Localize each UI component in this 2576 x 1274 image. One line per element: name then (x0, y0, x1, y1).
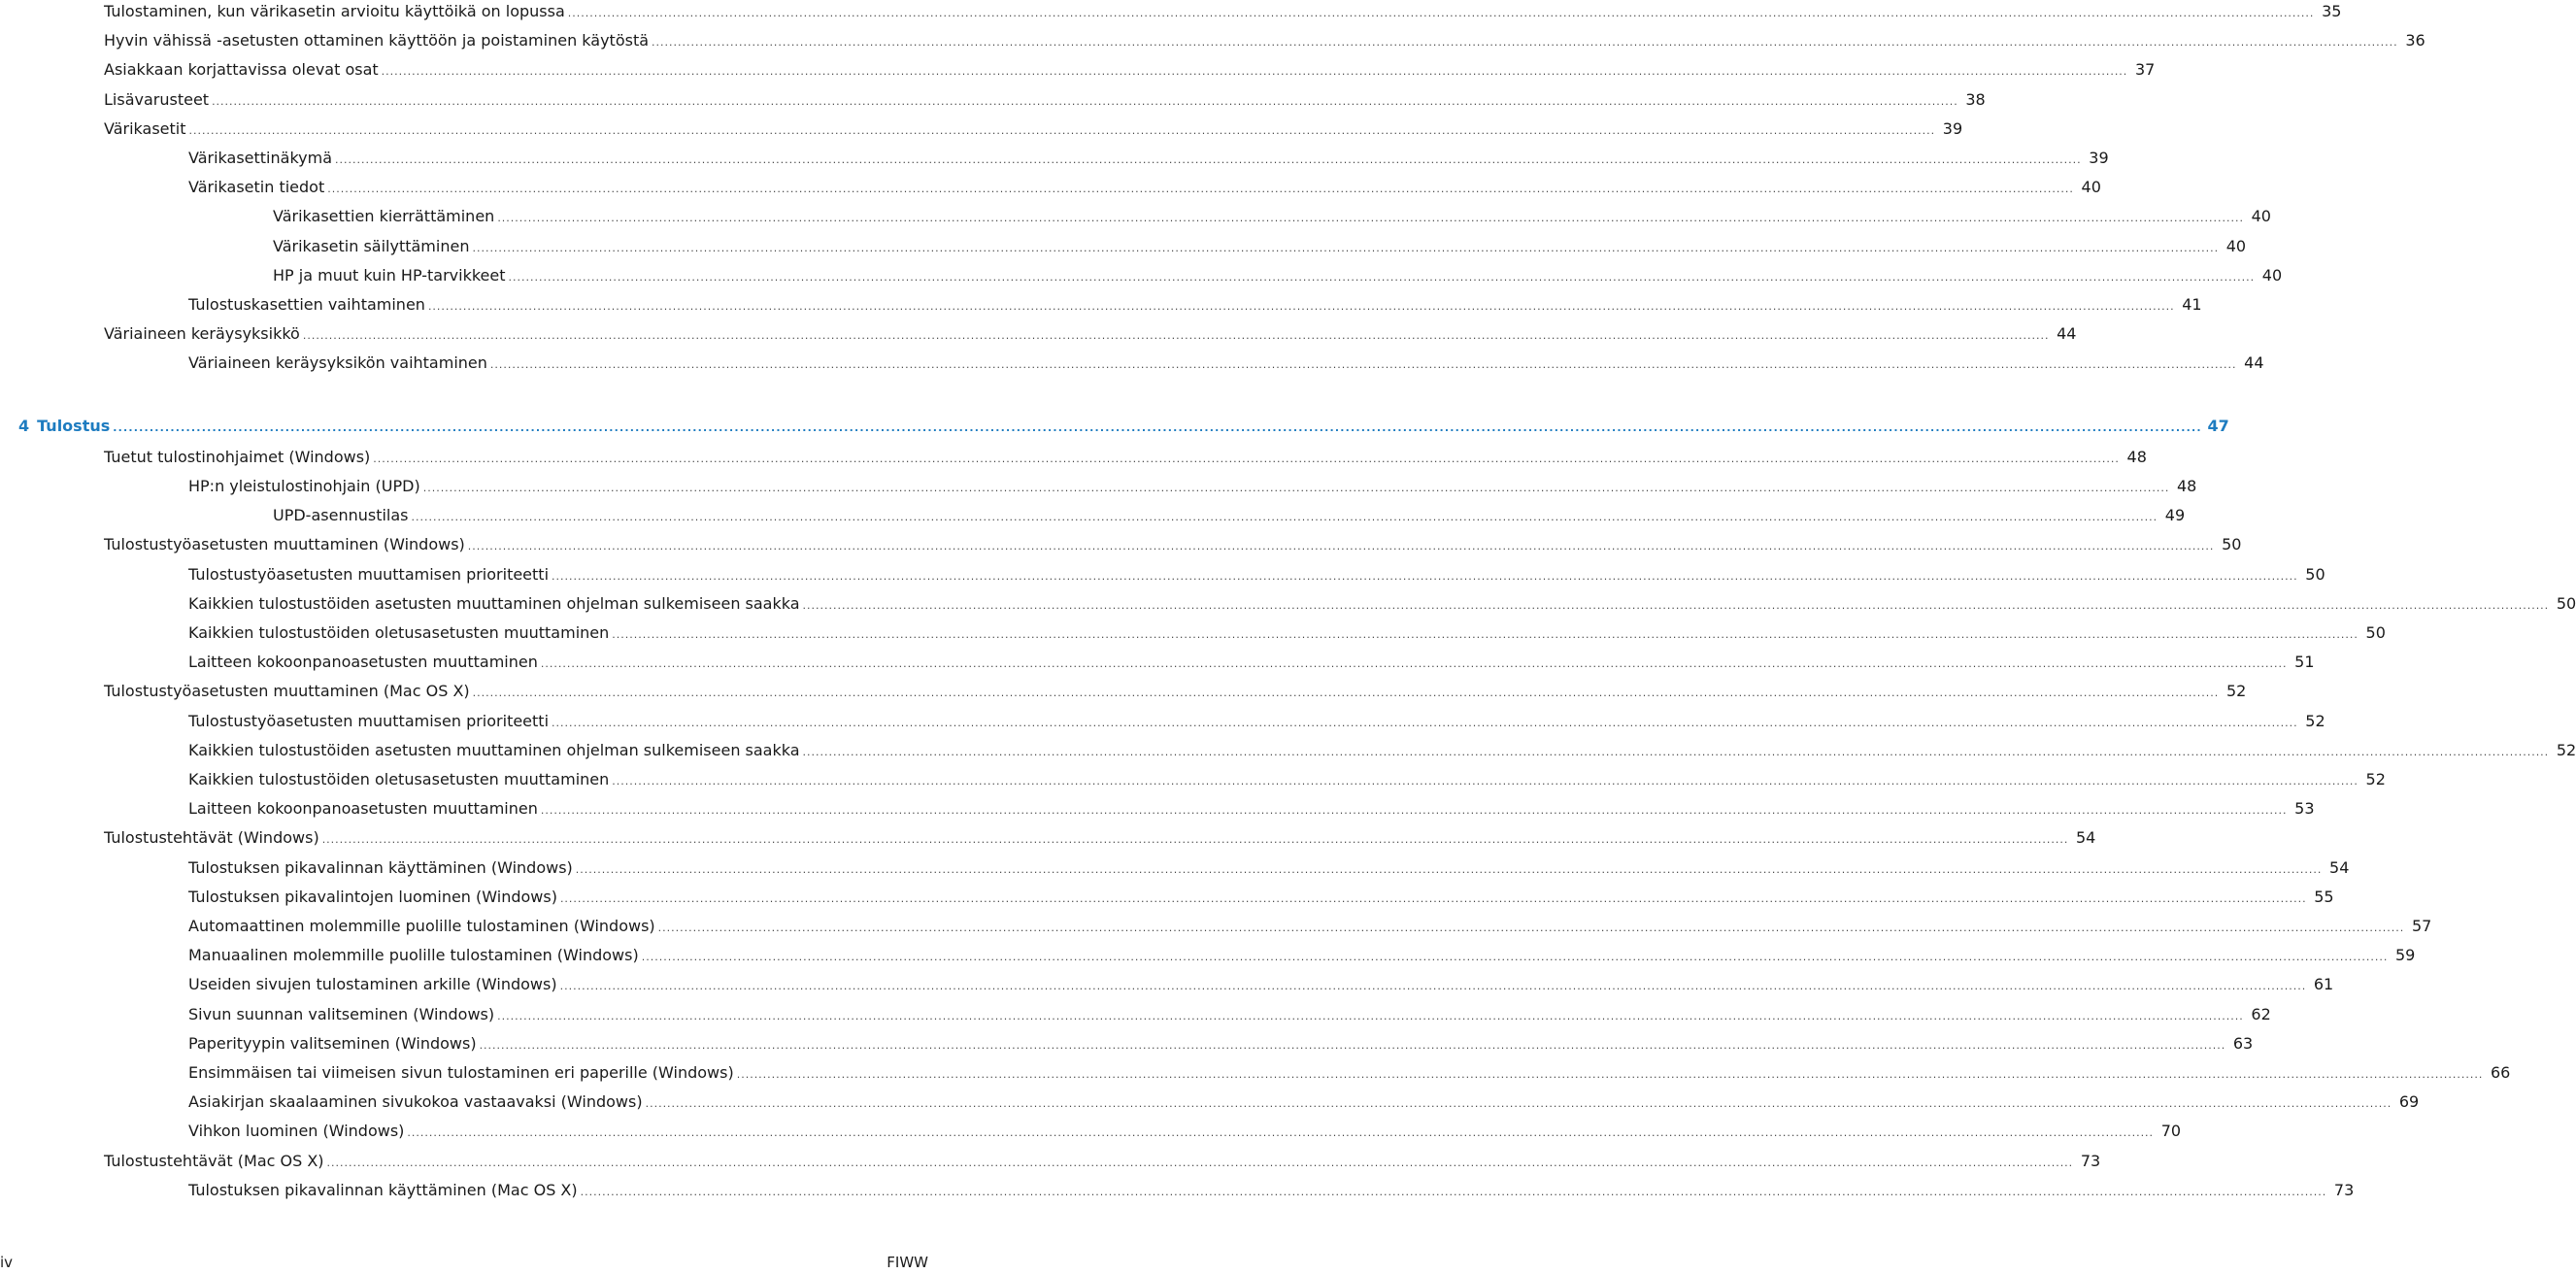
document-code: FIWW (887, 1254, 928, 1271)
toc-entry-title: Väriaineen keräysyksikkö (104, 324, 300, 344)
dot-leader: ................................................................................................................................................................................................................................................................................................................................................................................................................ (467, 540, 2215, 553)
toc-page-number: 50 (2305, 564, 2325, 584)
toc-entry[interactable] (104, 58, 2156, 82)
dot-leader: ................................................................................................................................................................................................................................................................................................................................................................................................................ (212, 94, 1958, 108)
toc-page-number: 48 (2126, 447, 2147, 466)
dot-leader: ................................................................................................................................................................................................................................................................................................................................................................................................................ (567, 7, 2315, 19)
toc-page-number: 38 (1965, 89, 1986, 109)
toc-page-number: 41 (2182, 295, 2202, 314)
toc-page-number: 40 (2251, 207, 2271, 226)
toc-page-number: 70 (2160, 1122, 2182, 1141)
toc-entry-title: Kaikkien tulostustöiden asetusten muuttaminen ohjelman sulkemiseen saakka (188, 593, 800, 613)
toc-page-number: 40 (2225, 236, 2247, 255)
toc-entry[interactable] (188, 1179, 2355, 1202)
toc-page-number: 59 (2395, 946, 2416, 965)
toc-chapter-entry[interactable] (18, 415, 2229, 438)
toc-entry-title: Kaikkien tulostustöiden asetusten muuttaminen ohjelman sulkemiseen saakka (188, 740, 800, 759)
toc-page-number: 35 (2322, 2, 2342, 20)
toc-entry-title: Tulostaminen, kun värikasetin arvioitu käyttöikä on lopussa (104, 2, 565, 20)
dot-leader: ................................................................................................................................................................................................................................................................................................................................................................................................................ (575, 862, 2323, 876)
toc-page-number: 50 (2365, 623, 2386, 642)
toc-page-number: 62 (2251, 1004, 2271, 1023)
toc-page-number: 73 (2333, 1180, 2355, 1199)
dot-leader: ................................................................................................................................................................................................................................................................................................................................................................................................................ (321, 833, 2069, 847)
chapter-number: 4 (18, 416, 30, 435)
toc-entry[interactable] (104, 446, 2147, 469)
toc-entry[interactable] (188, 352, 2264, 375)
dot-leader: ................................................................................................................................................................................................................................................................................................................................................................................................................ (326, 1156, 2074, 1169)
toc-entry[interactable] (188, 797, 2315, 821)
toc-page-number: 48 (2176, 477, 2197, 495)
dot-leader: ................................................................................................................................................................................................................................................................................................................................................................................................................ (736, 1068, 2484, 1081)
toc-page-number: 55 (2314, 887, 2334, 906)
toc-entry-title: Tulostustyöasetusten muuttaminen (Mac OS X) (104, 682, 470, 701)
toc-page-number: 52 (2365, 770, 2386, 788)
toc-entry[interactable] (188, 768, 2386, 791)
toc-entry[interactable] (188, 592, 2576, 616)
toc-entry[interactable] (188, 651, 2315, 674)
toc-entry-title: Hyvin vähissä -asetusten ottaminen käyttöön ja poistaminen käytöstä (104, 31, 650, 50)
toc-page-number: 44 (2244, 353, 2264, 373)
toc-entry[interactable] (188, 1003, 2271, 1026)
toc-page-number: 52 (2225, 682, 2247, 701)
dot-leader: ................................................................................................................................................................................................................................................................................................................................................................................................................ (559, 980, 2307, 993)
toc-entry[interactable] (104, 322, 2077, 346)
dot-leader: ................................................................................................................................................................................................................................................................................................................................................................................................................ (612, 775, 2359, 788)
toc-entry[interactable] (104, 29, 2425, 52)
toc-entry-title: HP:n yleistulostinohjain (UPD) (188, 477, 420, 495)
toc-entry[interactable] (188, 147, 2109, 170)
toc-entry[interactable] (188, 621, 2386, 645)
dot-leader: ................................................................................................................................................................................................................................................................................................................................................................................................................ (540, 657, 2288, 671)
toc-entry-title: Asiakkaan korjattavissa olevat osat (104, 60, 379, 80)
dot-leader: ................................................................................................................................................................................................................................................................................................................................................................................................................ (552, 569, 2298, 583)
toc-entry-title: Kaikkien tulostustöiden oletusasetusten muuttaminen (188, 770, 610, 788)
toc-entry[interactable] (188, 1120, 2182, 1143)
toc-entry[interactable] (273, 235, 2247, 258)
toc-page-number: 66 (2490, 1063, 2511, 1082)
toc-entry[interactable] (188, 944, 2416, 967)
toc-entry-title: Sivun suunnan valitseminen (Windows) (188, 1004, 495, 1023)
toc-page-number: 61 (2313, 975, 2334, 994)
toc-entry[interactable] (104, 0, 2342, 23)
dot-leader: ................................................................................................................................................................................................................................................................................................................................................................................................................ (497, 212, 2244, 225)
toc-entry-title: Tulostuskasettien vaihtaminen (188, 295, 425, 314)
dot-leader: ................................................................................................................................................................................................................................................................................................................................................................................................................ (113, 420, 2202, 434)
dot-leader: ................................................................................................................................................................................................................................................................................................................................................................................................................ (612, 628, 2359, 641)
toc-page-number: 63 (2232, 1033, 2254, 1053)
toc-entry-title: Laitteen kokoonpanoasetusten muuttaminen (188, 653, 538, 672)
dot-leader: ................................................................................................................................................................................................................................................................................................................................................................................................................ (802, 598, 2550, 612)
toc-entry-title: Vihkon luominen (Windows) (188, 1122, 405, 1141)
toc-entry[interactable] (104, 1150, 2101, 1173)
dot-leader: ................................................................................................................................................................................................................................................................................................................................................................................................................ (472, 241, 2220, 254)
toc-entry[interactable] (188, 886, 2334, 909)
toc-entry-title: Manuaalinen molemmille puolille tulostaminen (Windows) (188, 946, 639, 965)
toc-entry-title: Värikasetin tiedot (188, 178, 325, 197)
dot-leader: ................................................................................................................................................................................................................................................................................................................................................................................................................ (373, 452, 2120, 465)
dot-leader: ................................................................................................................................................................................................................................................................................................................................................................................................................ (407, 1126, 2155, 1140)
toc-page-number: 53 (2294, 799, 2315, 819)
toc-page-number: 50 (2222, 535, 2242, 554)
toc-entry-title: Värikasettinäkymä (188, 149, 332, 167)
toc-entry-title: Tulostustyöasetusten muuttamisen prioriteetti (188, 564, 550, 584)
dot-leader: ................................................................................................................................................................................................................................................................................................................................................................................................................ (411, 511, 2158, 524)
toc-entry-title: Lisävarusteet (104, 89, 210, 109)
dot-leader: ................................................................................................................................................................................................................................................................................................................................................................................................................ (652, 36, 2398, 50)
toc-entry[interactable] (188, 475, 2197, 498)
toc-entry[interactable] (188, 1090, 2420, 1114)
dot-leader: ................................................................................................................................................................................................................................................................................................................................................................................................................ (427, 300, 2175, 313)
toc-entry[interactable] (188, 176, 2101, 199)
toc-page-number: 39 (1942, 118, 1963, 138)
toc-entry-title: Kaikkien tulostustöiden oletusasetusten muuttaminen (188, 623, 610, 642)
dot-leader: ................................................................................................................................................................................................................................................................................................................................................................................................................ (188, 123, 1936, 137)
toc-page-number: 40 (2081, 178, 2101, 197)
toc-entry-title: UPD-asennustilas (273, 506, 409, 525)
toc-entry-title: HP ja muut kuin HP-tarvikkeet (273, 265, 506, 285)
dot-leader: ................................................................................................................................................................................................................................................................................................................................................................................................................ (479, 1038, 2226, 1052)
toc-entry[interactable] (188, 1032, 2254, 1056)
dot-leader: ................................................................................................................................................................................................................................................................................................................................................................................................................ (381, 65, 2128, 79)
toc-page-number: 54 (2075, 828, 2096, 848)
toc-entry-title: Ensimmäisen tai viimeisen sivun tulostaminen eri paperille (Windows) (188, 1063, 734, 1082)
toc-entry-title: Värikasetin säilyttäminen (273, 236, 470, 255)
page-number: iv (0, 1254, 14, 1271)
toc-entry-title: Tulostustyöasetusten muuttamisen prioriteetti (188, 711, 550, 730)
toc-page-number: 36 (2405, 31, 2425, 50)
toc-page-number: 57 (2411, 917, 2432, 935)
toc-page-number: 69 (2398, 1092, 2420, 1112)
toc-page-number: 49 (2164, 506, 2186, 525)
dot-leader: ................................................................................................................................................................................................................................................................................................................................................................................................................ (559, 891, 2307, 905)
dot-leader: ................................................................................................................................................................................................................................................................................................................................................................................................................ (422, 482, 2170, 494)
dot-leader: ................................................................................................................................................................................................................................................................................................................................................................................................................ (489, 358, 2237, 372)
dot-leader: ................................................................................................................................................................................................................................................................................................................................................................................................................ (641, 951, 2389, 964)
toc-page-number: 54 (2329, 857, 2350, 877)
toc-page-number: 47 (2207, 416, 2229, 435)
dot-leader: ................................................................................................................................................................................................................................................................................................................................................................................................................ (302, 329, 2050, 343)
toc-page-number: 52 (2556, 740, 2576, 759)
toc-entry[interactable] (104, 117, 1963, 141)
toc-entry-title: Paperityypin valitseminen (Windows) (188, 1033, 477, 1053)
toc-page-number: 40 (2261, 265, 2283, 285)
toc-entry-title: Tulostustehtävät (Mac OS X) (104, 1151, 324, 1170)
dot-leader: ................................................................................................................................................................................................................................................................................................................................................................................................................ (802, 745, 2550, 758)
toc-entry-title: Tulostustehtävät (Windows) (104, 828, 319, 848)
toc-entry-title: Laitteen kokoonpanoasetusten muuttaminen (188, 799, 538, 819)
toc-entry[interactable] (104, 533, 2242, 556)
toc-entry-title: Tulostuksen pikavalinnan käyttäminen (Mac OS X) (188, 1180, 578, 1199)
toc-entry[interactable] (104, 680, 2247, 703)
toc-entry-title: Tuetut tulostinohjaimet (Windows) (104, 447, 371, 466)
dot-leader: ................................................................................................................................................................................................................................................................................................................................................................................................................ (497, 1009, 2244, 1023)
toc-page-number: 37 (2134, 60, 2156, 80)
toc-entry-title: Värikasetit (104, 118, 186, 138)
toc-entry-title: Väriaineen keräysyksikön vaihtaminen (188, 353, 487, 373)
dot-leader: ................................................................................................................................................................................................................................................................................................................................................................................................................ (508, 270, 2256, 284)
toc-entry[interactable] (188, 856, 2350, 880)
toc-entry-title: Automaattinen molemmille puolille tulostaminen (Windows) (188, 917, 655, 935)
toc-entry-title: Tulostuksen pikavalintojen luominen (Windows) (188, 887, 557, 906)
dot-leader: ................................................................................................................................................................................................................................................................................................................................................................................................................ (580, 1185, 2327, 1198)
toc-entry[interactable] (188, 1061, 2511, 1085)
toc-entry[interactable] (188, 739, 2576, 762)
chapter-title: Tulostus (37, 416, 111, 435)
dot-leader: ................................................................................................................................................................................................................................................................................................................................................................................................................ (657, 922, 2405, 934)
toc-entry-title: Värikasettien kierrättäminen (273, 207, 495, 226)
toc-entry[interactable] (273, 504, 2186, 527)
toc-entry[interactable] (273, 205, 2271, 228)
toc-entry[interactable] (188, 710, 2325, 733)
toc-entry[interactable] (188, 915, 2432, 938)
toc-entry[interactable] (188, 293, 2202, 317)
toc-entry-title: Tulostustyöasetusten muuttaminen (Windows) (104, 535, 465, 554)
toc-entry-title: Tulostuksen pikavalinnan käyttäminen (Windows) (188, 857, 573, 877)
toc-page-number: 50 (2556, 593, 2576, 613)
dot-leader: ................................................................................................................................................................................................................................................................................................................................................................................................................ (335, 153, 2082, 166)
toc-entry[interactable] (188, 563, 2325, 587)
toc-page-number: 51 (2294, 653, 2315, 672)
toc-entry[interactable] (188, 973, 2334, 996)
toc-page-number: 39 (2089, 149, 2109, 167)
dot-leader: ................................................................................................................................................................................................................................................................................................................................................................................................................ (552, 716, 2298, 729)
toc-entry-title: Useiden sivujen tulostaminen arkille (Windows) (188, 975, 557, 994)
toc-entry[interactable] (273, 264, 2283, 287)
toc-entry-title: Asiakirjan skaalaaminen sivukokoa vastaavaksi (Windows) (188, 1092, 643, 1112)
dot-leader: ................................................................................................................................................................................................................................................................................................................................................................................................................ (540, 804, 2288, 818)
dot-leader: ................................................................................................................................................................................................................................................................................................................................................................................................................ (645, 1097, 2392, 1111)
dot-leader: ................................................................................................................................................................................................................................................................................................................................................................................................................ (327, 183, 2074, 196)
toc-entry[interactable] (104, 826, 2096, 850)
toc-page-number: 73 (2080, 1151, 2101, 1170)
toc-page-number: 44 (2057, 324, 2077, 344)
toc-page-number: 52 (2305, 711, 2325, 730)
dot-leader: ................................................................................................................................................................................................................................................................................................................................................................................................................ (472, 687, 2220, 700)
toc-entry[interactable] (104, 88, 1986, 112)
